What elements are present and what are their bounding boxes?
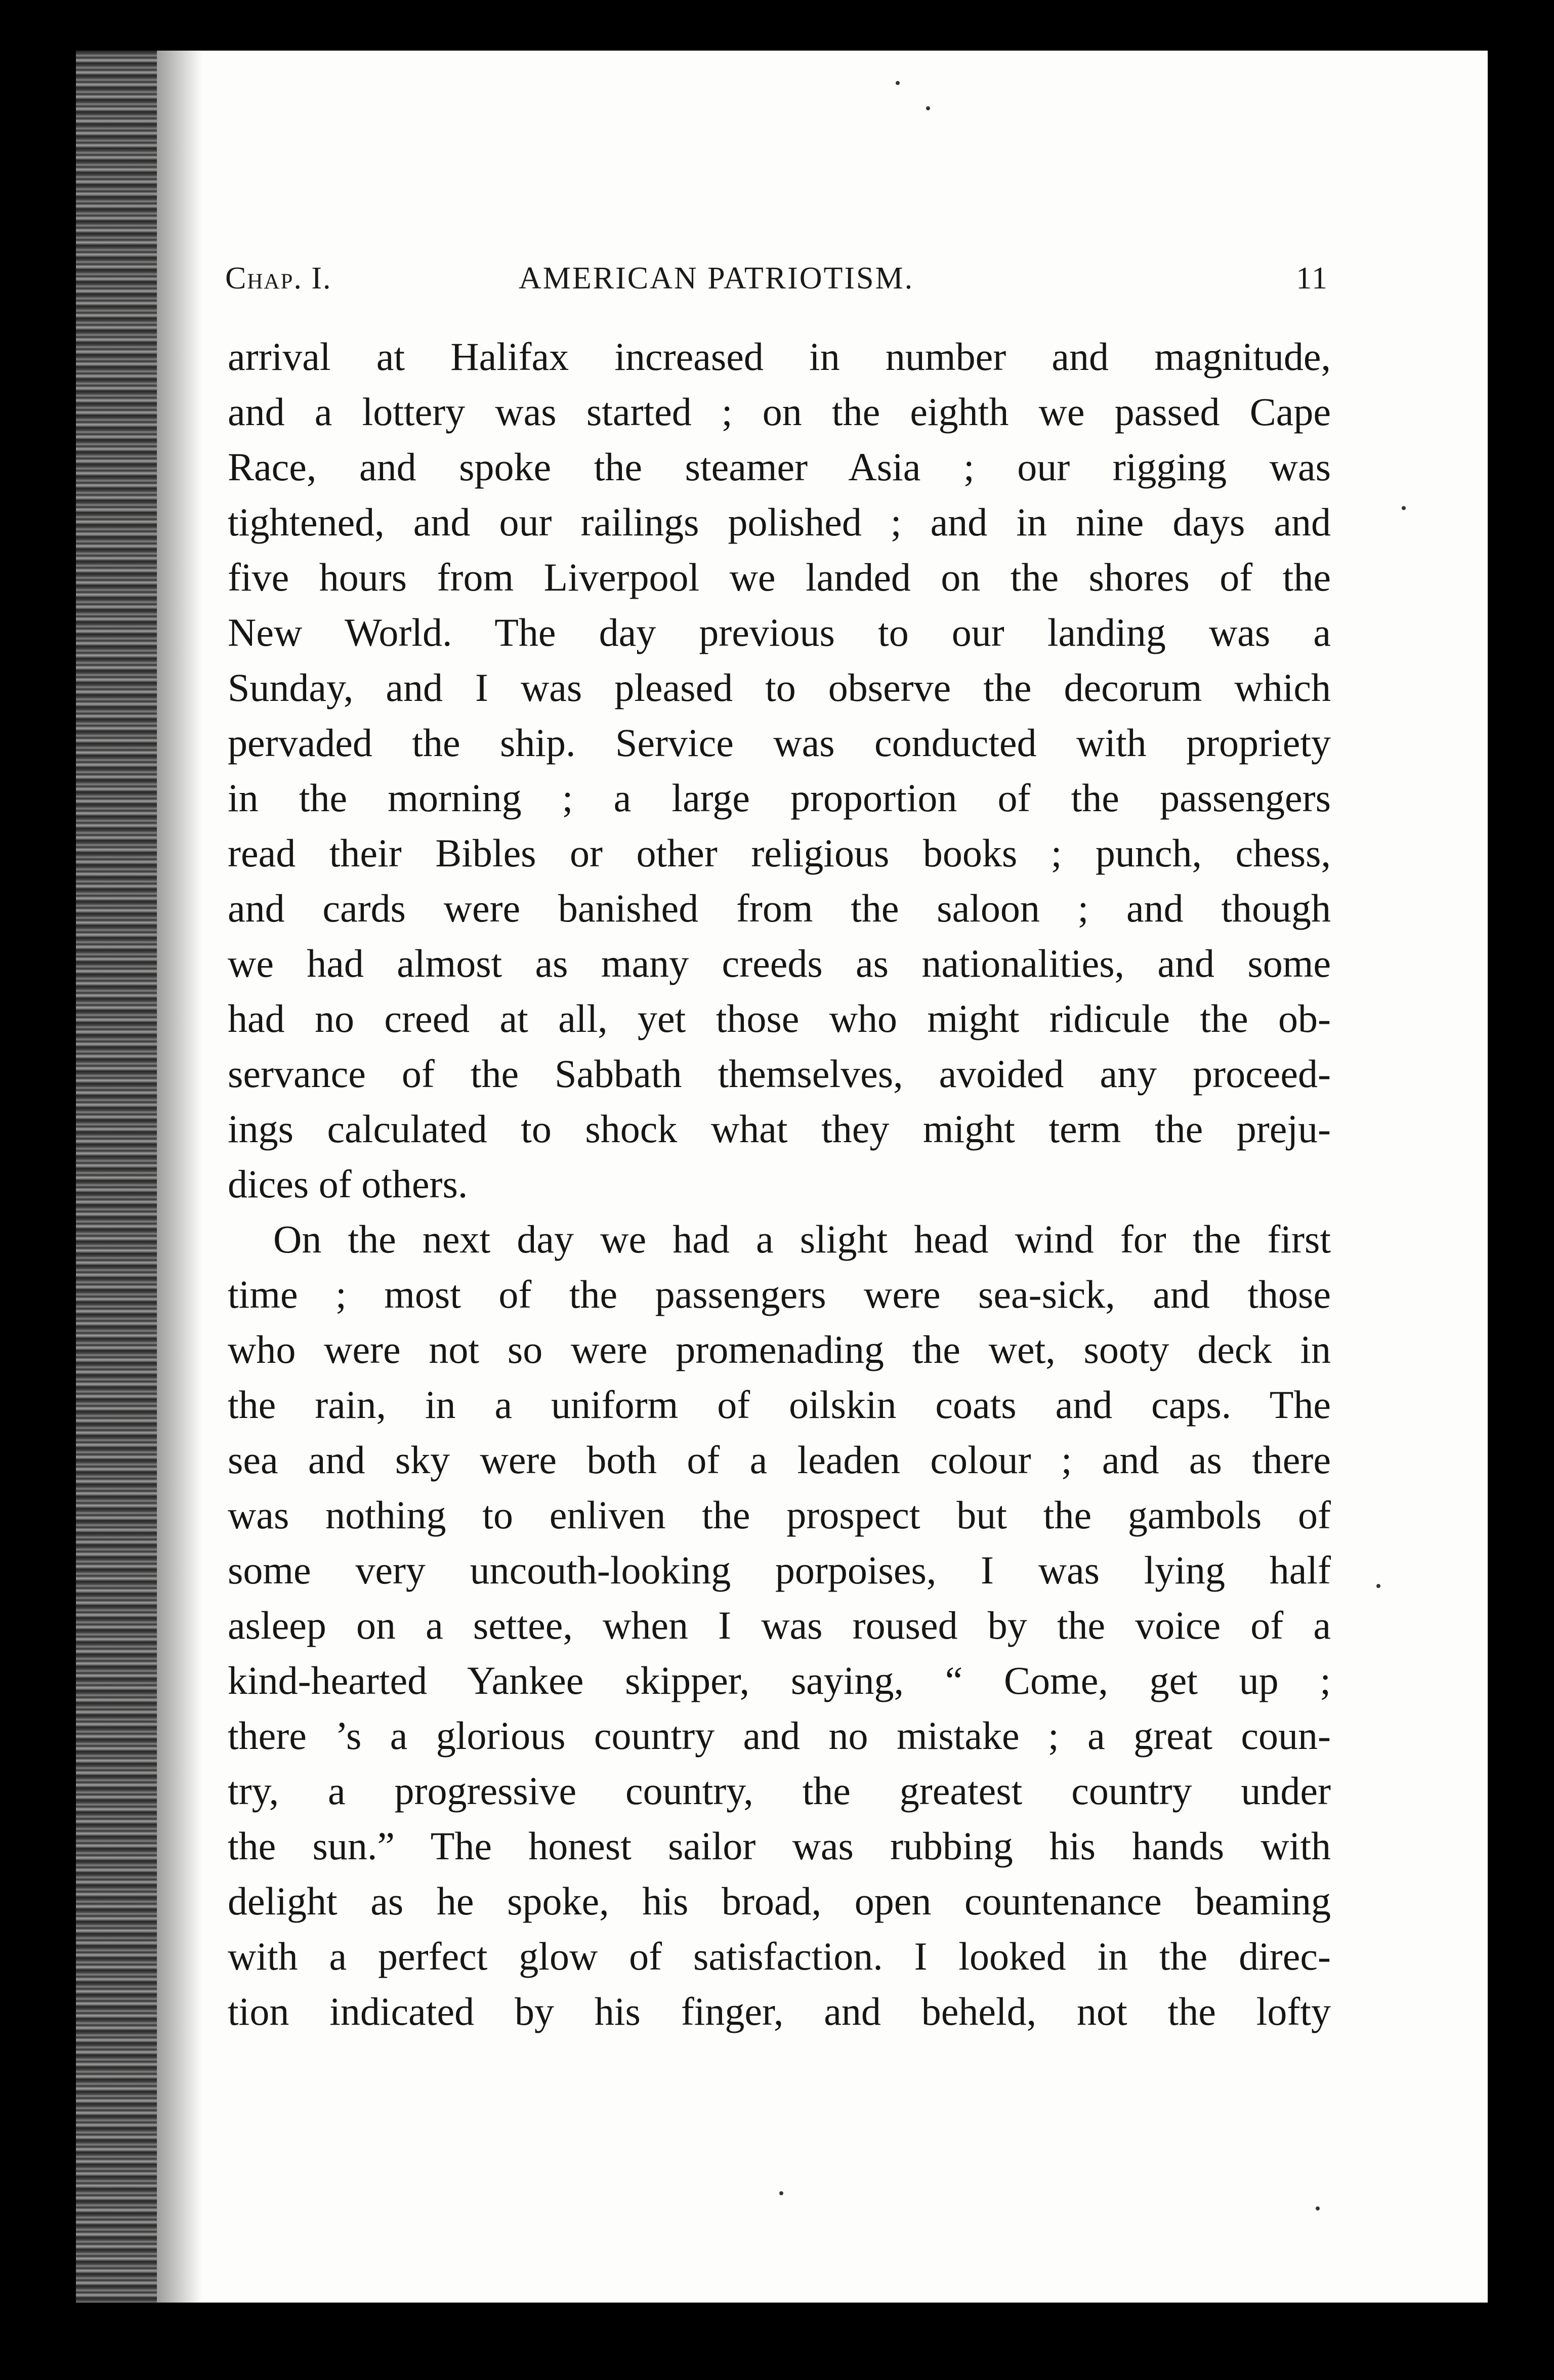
text-line: in the morning ; a large proportion of the passengers <box>228 776 1331 820</box>
scan-speck <box>1316 2206 1320 2210</box>
text-line: the rain, in a uniform of oilskin coats and caps. The <box>228 1383 1331 1427</box>
text-line: ings calculated to shock what they might term the preju- <box>228 1107 1331 1151</box>
text-line: tion indicated by his finger, and beheld, not the lofty <box>228 1989 1331 2033</box>
scan-speck <box>1376 1584 1380 1588</box>
text-line: some very uncouth-looking porpoises, I was lying half <box>228 1548 1331 1592</box>
text-line: and a lottery was started ; on the eighth we passed Cape <box>228 390 1331 434</box>
running-head <box>225 261 1328 301</box>
text-line: Race, and spoke the steamer Asia ; our rigging was <box>228 445 1331 489</box>
running-head-chapter: Chap. I. <box>225 261 332 296</box>
scan-speck <box>896 81 900 85</box>
text-line: five hours from Liverpool we landed on the shores of the <box>228 555 1331 599</box>
text-line: who were not so were promenading the wet, sooty deck in <box>228 1327 1331 1371</box>
text-line: there ’s a glorious country and no mistake ; a great coun- <box>228 1714 1331 1758</box>
text-line: New World. The day previous to our landing was a <box>228 610 1331 654</box>
page-number: 11 <box>1296 261 1328 296</box>
text-line: asleep on a settee, when I was roused by the voice of a <box>228 1603 1331 1647</box>
body-text <box>228 329 1331 2039</box>
running-head-title: AMERICAN PATRIOTISM. <box>519 261 914 296</box>
text-line: servance of the Sabbath themselves, avoided any proceed- <box>228 1052 1331 1096</box>
paragraph <box>228 329 1331 1212</box>
text-line: Sunday, and I was pleased to observe the decorum which <box>228 665 1331 709</box>
text-line: kind-hearted Yankee skipper, saying, “ Come, get up ; <box>228 1658 1331 1702</box>
text-line: try, a progressive country, the greatest country under <box>228 1769 1331 1813</box>
text-line: On the next day we had a slight head wind for the first <box>273 1217 1331 1261</box>
text-line: had no creed at all, yet those who might ridicule the ob- <box>228 996 1331 1040</box>
text-line: and cards were banished from the saloon ; and though <box>228 886 1331 930</box>
text-line: tightened, and our railings polished ; and in nine days and <box>228 500 1331 544</box>
text-line: dices of others. <box>228 1162 468 1206</box>
text-line: delight as he spoke, his broad, open countenance beaming <box>228 1879 1331 1923</box>
text-line: arrival at Halifax increased in number and magnitude, <box>228 335 1331 379</box>
text-line: sea and sky were both of a leaden colour ; and as there <box>228 1438 1331 1482</box>
paragraph <box>228 1212 1331 2039</box>
text-line: with a perfect glow of satisfaction. I looked in the direc- <box>228 1934 1331 1978</box>
scan-speck <box>1402 506 1406 510</box>
scan-speck <box>926 106 930 110</box>
text-line: we had almost as many creeds as nationalities, and some <box>228 941 1331 985</box>
text-line: the sun.” The honest sailor was rubbing his hands with <box>228 1824 1331 1868</box>
text-line: pervaded the ship. Service was conducted with propriety <box>228 721 1331 765</box>
scan-speck <box>779 2191 783 2195</box>
text-line: was nothing to enliven the prospect but the gambols of <box>228 1493 1331 1537</box>
binding-edge <box>76 51 157 2303</box>
binding-shadow <box>157 51 202 2303</box>
text-line: time ; most of the passengers were sea-sick, and those <box>228 1272 1331 1316</box>
text-line: read their Bibles or other religious books ; punch, chess, <box>228 831 1331 875</box>
